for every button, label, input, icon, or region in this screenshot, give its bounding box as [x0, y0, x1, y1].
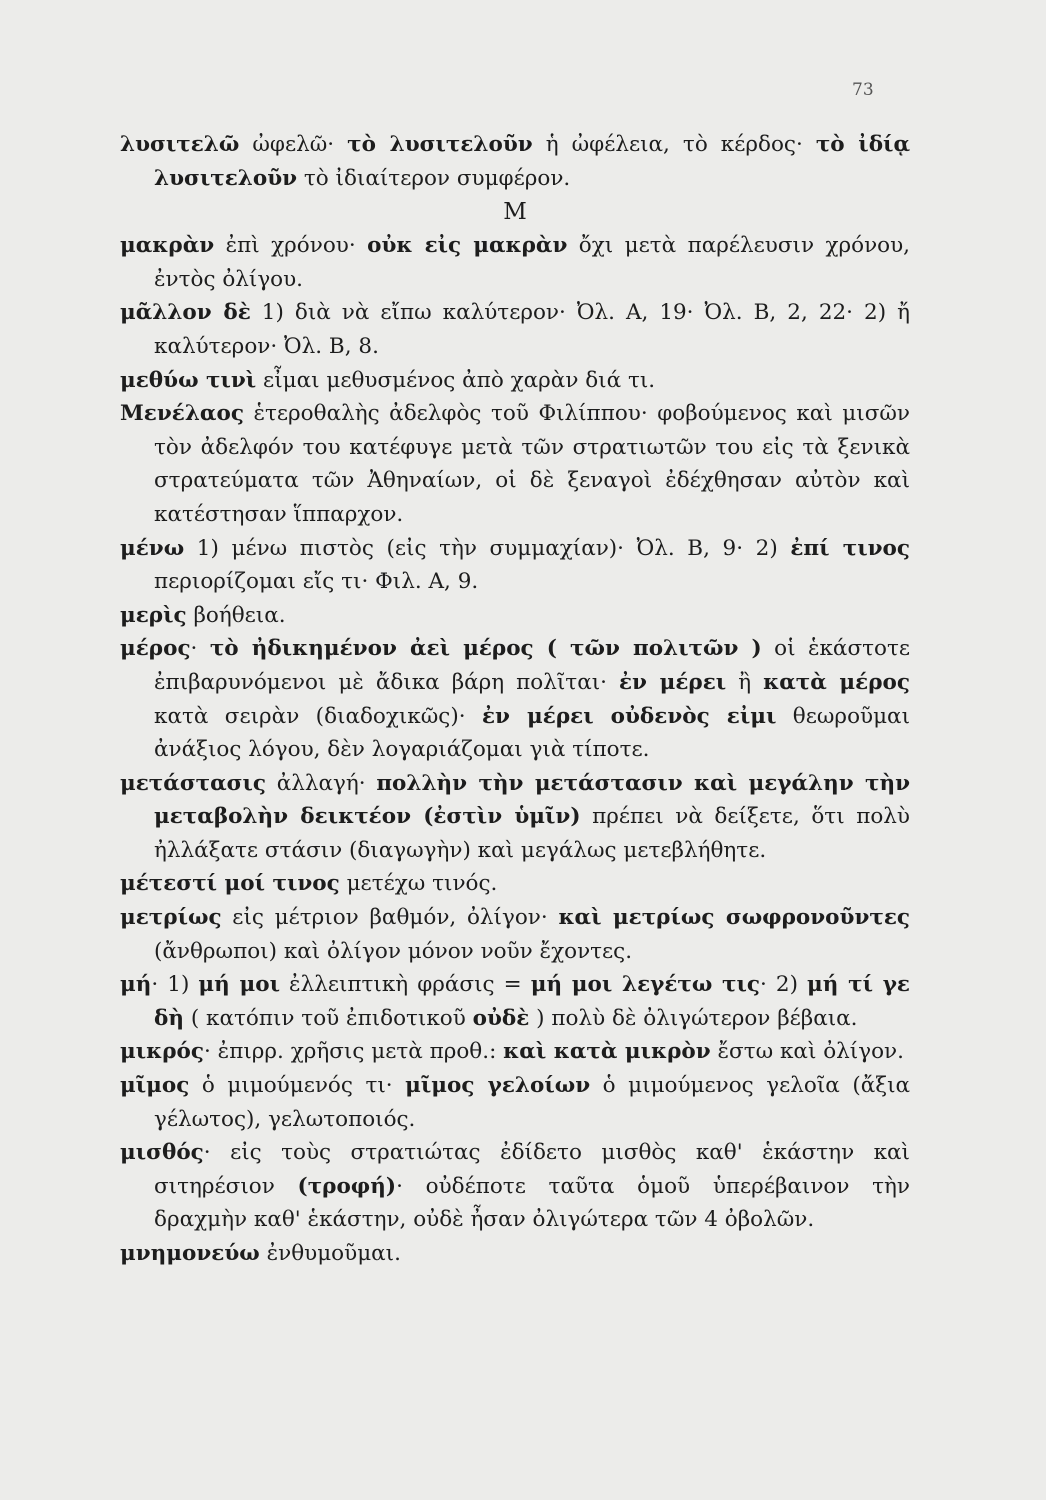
definition-text: · 2)	[760, 972, 808, 998]
definition-text: ἐπὶ χρόνου·	[214, 233, 368, 259]
entry-mikros	[120, 1035, 910, 1069]
phrase: οὐκ εἰς μακρὰν	[367, 233, 568, 259]
phrase: τὸ λυσιτελοῦν	[347, 132, 533, 157]
entry-mnemoneuo	[120, 1237, 910, 1271]
entry-misthos	[120, 1136, 910, 1237]
definition-text: ἔστω καὶ ὀλίγον.	[710, 1039, 904, 1065]
definition-text: ἡ ὠφέλεια, τὸ κέρδος·	[532, 132, 816, 157]
definition-text: περιορίζομαι εἴς τι· Φιλ. Α, 9.	[154, 569, 479, 595]
definition-text: ἢ	[726, 669, 764, 695]
phrase: (τροφή)	[297, 1173, 397, 1199]
definition-text: ὁ μιμούμενός τι·	[189, 1073, 406, 1099]
definition-text: ἐνθυμοῦμαι.	[259, 1241, 401, 1266]
phrase: μή τί γε δὴ	[154, 972, 910, 1031]
entry-metrios	[120, 901, 910, 968]
phrase: οὐδὲ	[472, 1005, 530, 1031]
definition-text: τὸ ἰδιαίτερον συμφέρον.	[297, 165, 571, 191]
definition-text: θεωροῦμαι ἀνάξιος λόγου, δὲν λογαριάζομαι γιὰ τίποτε.	[154, 703, 910, 763]
entry-mimos	[120, 1069, 910, 1136]
entry-meno	[120, 532, 910, 599]
phrase: μή μοι λεγέτω τις	[530, 972, 761, 998]
headword: μερὶς	[120, 602, 187, 628]
entry-me	[120, 968, 910, 1035]
headword: μετάστασις	[120, 770, 267, 796]
phrase: μῖμος γελοίων	[405, 1073, 591, 1099]
headword: μεθύω τινὶ	[120, 367, 257, 393]
entry-metastasis	[120, 767, 910, 868]
letter-heading: Μ	[503, 199, 527, 226]
definition-text: 1) μένω πιστὸς (εἰς τὴν συμμαχίαν)· Ὀλ. Β, 9· 2)	[184, 535, 791, 561]
definition-text: ) πολὺ δὲ ὀλιγώτερον βέβαια.	[529, 1005, 858, 1031]
phrase: καὶ κατὰ μικρὸν	[503, 1039, 711, 1065]
headword: μή	[120, 972, 152, 998]
page-number: 73	[852, 80, 874, 100]
entry-metesti	[120, 867, 910, 901]
entry-mallon-de	[120, 296, 910, 363]
definition-text: · οὐδέποτε ταῦτα ὁμοῦ ὑπερέβαινον τὴν δραχμὴν καθ' ἑκάστην, οὐδὲ ἦσαν ὀλιγώτερα τῶν 4 ὀβολῶν.	[154, 1173, 910, 1233]
phrase: ἐν μέρει	[618, 669, 727, 695]
definition-text: ἐλλειπτικὴ φράσις =	[279, 972, 531, 998]
headword: Μενέλαος	[120, 401, 244, 427]
phrase: κατὰ μέρος	[763, 669, 910, 695]
headword: μνημονεύω	[120, 1241, 260, 1266]
definition-text: εἰς μέτριον βαθμόν, ὀλίγον·	[221, 905, 559, 931]
dictionary-entries	[120, 128, 910, 1271]
headword: μέτεστί μοί τινος	[120, 871, 340, 897]
headword: μῖμος	[120, 1073, 190, 1099]
phrase: μή μοι	[198, 972, 280, 998]
phrase: ἐν μέρει οὐδενὸς εἰμι	[481, 703, 777, 729]
headword: μικρός	[120, 1039, 204, 1065]
definition-text: ὠφελῶ·	[239, 132, 348, 157]
phrase: πολλὴν τὴν μετάστασιν καὶ μεγάλην τὴν μεταβολὴν δεικτέον (ἐστὶν ὑμῖν)	[154, 770, 910, 830]
definition-text: βοήθεια.	[186, 602, 286, 628]
definition-text: ὄχι μετὰ παρέλευσιν χρόνου, ἐντὸς ὀλίγου.	[154, 233, 910, 292]
definition-text: εἶμαι μεθυσμένος ἀπὸ χαρὰν διά τι.	[256, 367, 656, 393]
entry-menelaos	[120, 397, 910, 531]
headword: μένω	[120, 535, 185, 561]
phrase: ἐπί τινος	[790, 535, 910, 561]
headword: λυσιτελῶ	[120, 132, 240, 157]
entry-makran	[120, 229, 910, 296]
entry-methyo	[120, 364, 910, 398]
definition-text: 1) διὰ νὰ εἴπω καλύτερον· Ὀλ. Α, 19· Ὀλ. Β, 2, 22· 2) ἤ καλύτερον· Ὀλ. Β, 8.	[154, 300, 910, 359]
definition-text: κατὰ σειρὰν (διαδοχικῶς)·	[154, 703, 482, 729]
definition-text: ὁ μιμούμενος γελοῖα (ἄξια γέλωτος), γελωτοποιός.	[154, 1073, 911, 1132]
headword: μακρὰν	[120, 233, 215, 259]
definition-text: ·	[190, 636, 210, 662]
definition-text: μετέχω τινός.	[339, 871, 498, 897]
definition-text: (ἄνθρωποι) καὶ ὀλίγον μόνον νοῦν ἔχοντες.	[154, 938, 633, 964]
definition-text: ἑτεροθαλὴς ἀδελφὸς τοῦ Φιλίππου· φοβούμενος καὶ μισῶν τὸν ἀδελφόν του κατέφυγε μετὰ τῶν στρατιωτῶν του εἰς τὰ ξενικὰ στρατεύματα τῶν Ἀθηναίων, οἱ δὲ ξεναγοὶ ἐδέχθησαν αὐτὸν καὶ κατέστησαν ἵππαρχον.	[154, 401, 910, 527]
definition-text: οἱ ἑκάστοτε ἐπιβαρυνόμενοι μὲ ἄδικα βάρη πολῖται·	[154, 636, 910, 695]
definition-text: ( κατόπιν τοῦ ἐπιδοτικοῦ	[183, 1005, 473, 1031]
phrase: τὸ ἠδικημένον ἀεὶ μέρος ( τῶν πολιτῶν )	[209, 636, 762, 662]
phrase: καὶ μετρίως σωφρονοῦντες	[558, 905, 910, 931]
headword: μέρος	[120, 636, 191, 662]
definition-text: · ἐπιρρ. χρῆσις μετὰ προθ.:	[203, 1039, 504, 1065]
headword: μετρίως	[120, 905, 222, 931]
entry-meros	[120, 632, 910, 766]
definition-text: · εἰς τοὺς στρατιώτας ἐδίδετο μισθὸς καθ' ἑκάστην καὶ σιτηρέσιον	[154, 1140, 910, 1199]
definition-text: ἀλλαγή·	[266, 770, 377, 796]
definition-text: πρέπει νὰ δείξετε, ὅτι πολὺ ἠλλάξατε στάσιν (διαγωγὴν) καὶ μεγάλως μετεβλήθητε.	[154, 804, 910, 863]
entry-lysitelo	[120, 128, 910, 195]
definition-text: · 1)	[151, 972, 199, 998]
phrase: τὸ ἰδίᾳ λυσιτελοῦν	[154, 132, 910, 191]
headword: μισθός	[120, 1140, 204, 1166]
headword: μᾶλλον δὲ	[120, 300, 251, 326]
entry-meris	[120, 599, 910, 633]
